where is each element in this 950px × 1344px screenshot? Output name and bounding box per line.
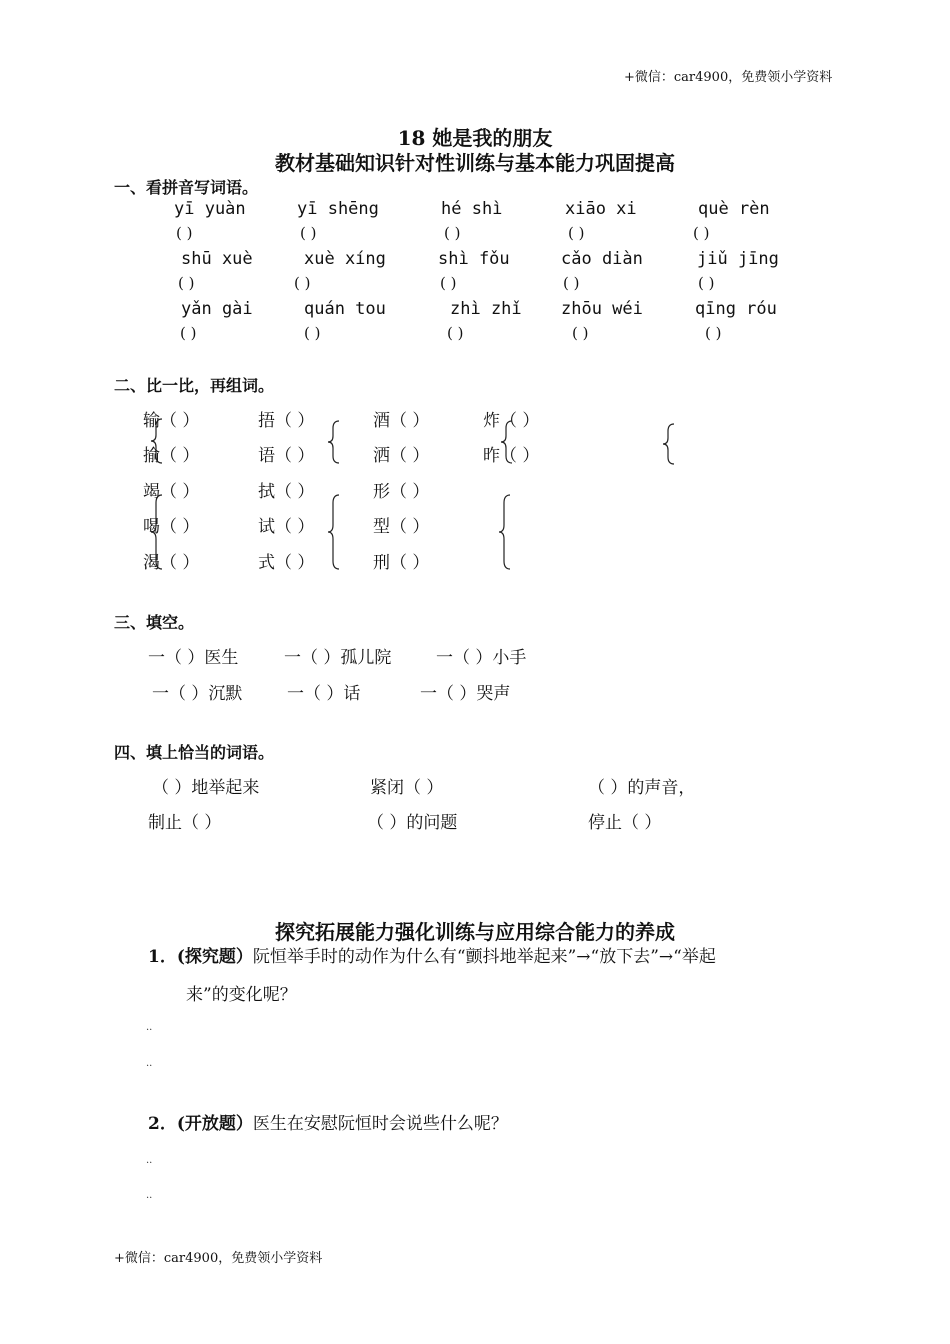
answer-blank[interactable]: ( ) [440,274,457,292]
answer-line[interactable]: .. [146,1155,153,1166]
answer-blank[interactable]: ( ) [568,224,585,242]
answer-blank[interactable]: （ ） [160,411,200,431]
compare-char: 形 [373,482,390,502]
answer-blank[interactable]: ( ) [705,324,722,342]
pinyin-item: shì fǒu [438,249,510,269]
fill-item[interactable]: 一（ ）话 [287,684,361,704]
fill-item[interactable]: （ ）的声音， [588,778,696,798]
question-1-continued: 来”的变化呢？ [186,985,297,1005]
question-tag: (开放题） [176,1114,253,1134]
pinyin-item: hé shì [441,199,503,219]
answer-line[interactable]: .. [146,1190,153,1201]
question-tag: (探究题） [176,947,253,967]
answer-blank[interactable]: （ ） [500,446,540,466]
compare-char: 揄 [143,446,160,466]
header-note: +微信：car4900，免费领小学资料 [624,70,833,85]
pinyin-item: jiǔ jīng [697,249,779,269]
fill-item[interactable]: 一（ ）小手 [436,648,527,668]
answer-blank[interactable]: ( ) [294,274,311,292]
brace-icon [662,423,676,465]
brace-icon [327,420,341,464]
answer-blank[interactable]: ( ) [572,324,589,342]
answer-blank[interactable]: （ ） [390,446,430,466]
compare-char: 输 [143,411,160,431]
compare-char: 喝 [143,517,160,537]
answer-blank[interactable]: （ ） [390,482,430,502]
answer-blank[interactable]: ( ) [300,224,317,242]
fill-item[interactable]: 一（ ）沉默 [152,684,243,704]
compare-char: 捂 [258,411,275,431]
answer-blank[interactable]: （ ） [500,411,540,431]
answer-blank[interactable]: （ ） [390,411,430,431]
answer-blank[interactable]: （ ） [160,482,200,502]
answer-blank[interactable]: （ ） [160,446,200,466]
fill-item[interactable]: 停止（ ） [588,813,662,833]
brace-icon [150,418,164,464]
compare-char: 酒 [373,411,390,431]
compare-char: 拭 [258,482,275,502]
answer-blank[interactable]: （ ） [390,553,430,573]
compare-char: 语 [258,446,275,466]
compare-char: 洒 [373,446,390,466]
compare-char: 渴 [143,553,160,573]
brace-icon [327,494,341,570]
fill-item[interactable]: 紧闭（ ） [370,778,444,798]
question-text: 阮恒举手时的动作为什么有“颤抖地举起来”→“放下去”→“举起 [252,947,716,967]
pinyin-item: quán tou [304,299,386,319]
answer-blank[interactable]: （ ） [390,517,430,537]
fill-item[interactable]: 一（ ）医生 [148,648,239,668]
answer-blank[interactable]: （ ） [275,411,315,431]
question-number: 1． [148,947,177,967]
fill-item[interactable]: （ ）地举起来 [152,778,260,798]
fill-item[interactable]: 制止（ ） [148,813,222,833]
lesson-subtitle: 教材基础知识针对性训练与基本能力巩固提高 [275,151,675,175]
pinyin-item: yī shēng [297,199,379,219]
pinyin-item: cǎo diàn [561,249,643,269]
brace-icon [500,420,514,464]
compare-char: 型 [373,517,390,537]
fill-item[interactable]: 一（ ）孤儿院 [284,648,392,668]
compare-char: 竭 [143,482,160,502]
answer-blank[interactable]: （ ） [275,446,315,466]
compare-char: 炸 [483,411,500,431]
answer-blank[interactable]: （ ） [160,553,200,573]
pinyin-item: yǎn gài [181,299,253,319]
question-number: 2． [148,1114,177,1134]
answer-blank[interactable]: （ ） [275,553,315,573]
answer-blank[interactable]: ( ) [176,224,193,242]
compare-char: 式 [258,553,275,573]
footer-note: +微信：car4900，免费领小学资料 [114,1251,323,1266]
part2-title: 探究拓展能力强化训练与应用综合能力的养成 [275,920,675,944]
answer-blank[interactable]: ( ) [444,224,461,242]
answer-blank[interactable]: （ ） [275,482,315,502]
answer-blank[interactable]: ( ) [180,324,197,342]
fill-item[interactable]: 一（ ）哭声 [420,684,511,704]
answer-line[interactable]: .. [146,1022,153,1033]
section4-heading: 四、填上恰当的词语。 [114,743,275,762]
answer-blank[interactable]: ( ) [563,274,580,292]
answer-blank[interactable]: ( ) [304,324,321,342]
pinyin-item: yī yuàn [174,199,246,219]
pinyin-item: xuè xíng [304,249,386,269]
brace-icon [150,494,164,570]
answer-blank[interactable]: ( ) [693,224,710,242]
answer-blank[interactable]: （ ） [275,517,315,537]
pinyin-item: zhì zhǐ [450,299,522,319]
compare-char: 试 [258,517,275,537]
section3-heading: 三、填空。 [114,613,195,632]
answer-blank[interactable]: ( ) [698,274,715,292]
question-text: 医生在安慰阮恒时会说些什么呢？ [252,1114,508,1134]
pinyin-item: shū xuè [181,249,253,269]
pinyin-item: qīng róu [695,299,777,319]
question-2 [148,1109,508,1134]
pinyin-item: zhōu wéi [561,299,643,319]
answer-blank[interactable]: （ ） [160,517,200,537]
pinyin-item: xiāo xi [565,199,637,219]
answer-blank[interactable]: ( ) [178,274,195,292]
section2-heading: 二、比一比，再组词。 [114,376,275,395]
answer-blank[interactable]: ( ) [447,324,464,342]
question-1 [148,942,716,967]
brace-icon [498,494,512,570]
pinyin-item: què rèn [698,199,770,219]
answer-line[interactable]: .. [146,1058,153,1069]
section1-heading: 一、看拼音写词语。 [114,178,259,197]
compare-char: 昨 [483,446,500,466]
fill-item[interactable]: （ ）的问题 [367,813,458,833]
lesson-title: 18 她是我的朋友 [397,126,553,150]
compare-char: 刑 [373,553,390,573]
